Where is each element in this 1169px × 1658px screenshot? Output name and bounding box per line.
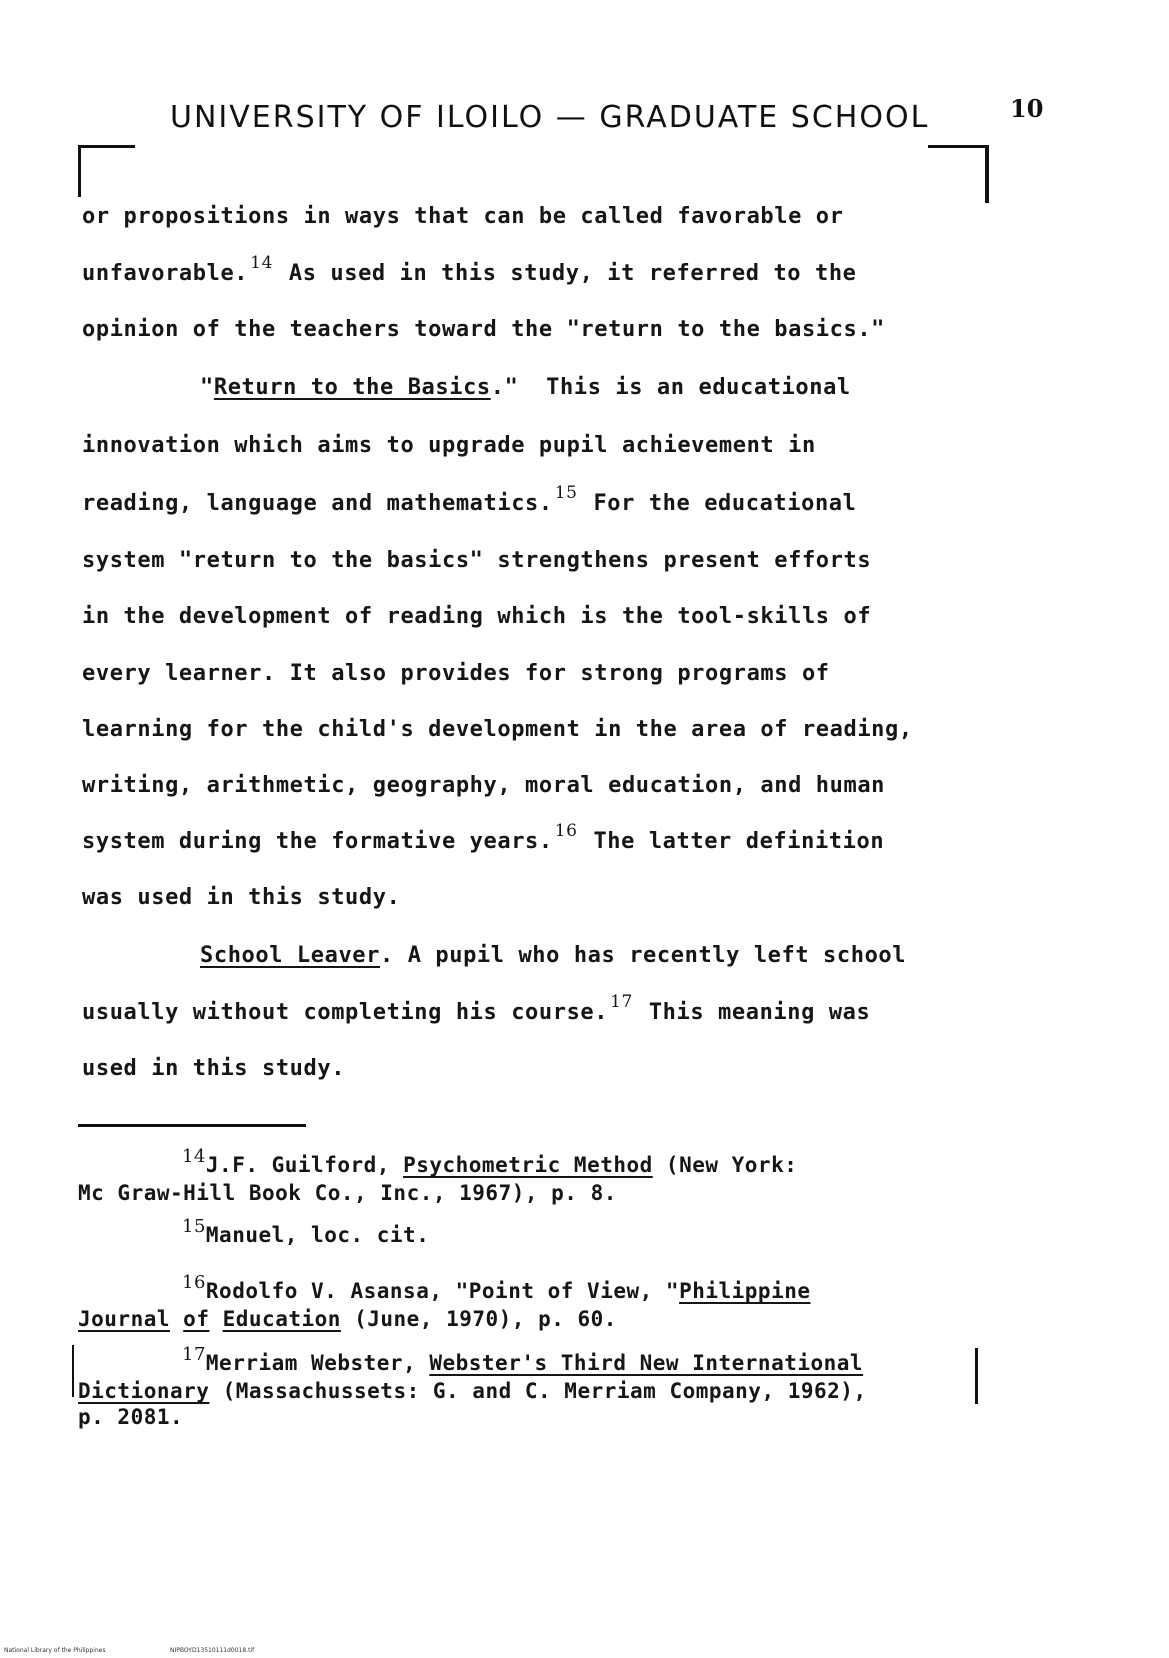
- body-line-4: [200, 374, 851, 402]
- scan-footer-file: NIPBOYD13510111d0018.tif: [170, 1647, 255, 1654]
- scan-footer-source: National Library of the Philippines: [4, 1647, 106, 1654]
- text: . A pupil who has recently left school: [380, 943, 907, 968]
- text: J.F. Guilford,: [205, 1153, 404, 1177]
- footnote-title: of: [183, 1307, 210, 1331]
- footnote-ref-17: 17: [610, 992, 633, 1012]
- text: unfavorable.: [82, 261, 249, 286]
- page-header-title: UNIVERSITY OF ILOILO — GRADUATE SCHOOL: [170, 100, 930, 135]
- footnote-number: 15: [182, 1216, 206, 1237]
- footnote-title: Education: [222, 1307, 341, 1331]
- text: Manuel, loc. cit.: [205, 1223, 430, 1247]
- text: Merriam Webster,: [205, 1351, 430, 1375]
- body-line-2: [82, 253, 857, 289]
- body-line-3: opinion of the teachers toward the "return to the basics.": [82, 317, 886, 342]
- text: For the educational: [593, 491, 857, 516]
- text: (New York:: [652, 1153, 798, 1177]
- text: .": [490, 375, 519, 400]
- body-line-5: innovation which aims to upgrade pupil achievement in: [82, 433, 816, 458]
- text: This is an educational: [546, 375, 851, 400]
- body-line-13: was used in this study.: [82, 885, 401, 910]
- body-line-16: used in this study.: [82, 1056, 346, 1081]
- text: Rodolfo V. Asansa, "Point of View, ": [205, 1279, 680, 1303]
- body-line-7: system "return to the basics" strengthens present efforts: [82, 548, 872, 573]
- footnote-17: [78, 1344, 864, 1378]
- body-line-9: every learner. It also provides for strong programs of: [82, 661, 830, 686]
- body-line-12: [82, 821, 885, 857]
- header-rule-left: [80, 145, 135, 148]
- page-number: 10: [1010, 94, 1044, 123]
- footnote-number: 17: [182, 1344, 206, 1365]
- text: The latter definition: [593, 829, 885, 854]
- footnote-15: [78, 1216, 430, 1250]
- margin-bracket-right: [975, 1348, 978, 1404]
- margin-bracket-left: [72, 1345, 74, 1397]
- footnote-number: 16: [182, 1272, 206, 1293]
- footnote-ref-15: 15: [554, 483, 578, 503]
- text: reading, language and mathematics.: [82, 491, 553, 516]
- footnote-ref-16: 16: [554, 821, 578, 841]
- body-line-1: or propositions in ways that can be called favorable or: [82, 204, 844, 229]
- footnote-17-page: p. 2081.: [78, 1405, 184, 1429]
- body-line-6: [82, 483, 857, 519]
- text: (Massachussets: G. and C. Merriam Company, 1962),: [209, 1379, 867, 1403]
- footnote-14-cont: Mc Graw-Hill Book Co., Inc., 1967), p. 8.: [78, 1181, 617, 1205]
- body-line-14: [200, 942, 906, 970]
- text: (June, 1970), p. 60.: [340, 1307, 617, 1331]
- footnote-ref-14: 14: [250, 253, 273, 273]
- footnote-title: Webster's Third New International: [429, 1351, 864, 1375]
- text: system during the formative years.: [82, 829, 553, 854]
- footnote-title: Dictionary: [78, 1379, 210, 1403]
- body-line-10: learning for the child's development in the area of reading,: [82, 717, 913, 742]
- footnote-16: [78, 1272, 811, 1306]
- footnote-title: Philippine: [679, 1279, 811, 1303]
- footnote-title: Psychometric Method: [403, 1153, 653, 1177]
- body-line-15: [82, 992, 871, 1028]
- body-line-8: in the development of reading which is the tool-skills of: [82, 604, 872, 629]
- text: As used in this study, it referred to the: [288, 261, 857, 286]
- text: ": [200, 375, 214, 400]
- footnote-17-cont: [78, 1378, 867, 1404]
- header-rule-right: [928, 145, 988, 148]
- term-return-to-basics: Return to the Basics: [213, 375, 491, 400]
- text: This meaning was: [648, 1000, 871, 1025]
- footnote-16-cont: [78, 1306, 617, 1332]
- text: usually without completing his course.: [82, 1000, 609, 1025]
- footnote-number: 14: [182, 1146, 206, 1167]
- body-line-11: writing, arithmetic, geography, moral education, and human: [82, 773, 886, 798]
- header-bracket-right: [985, 145, 989, 203]
- term-school-leaver: School Leaver: [200, 943, 380, 968]
- footnote-14: [78, 1146, 798, 1180]
- footnote-separator: [78, 1124, 306, 1127]
- header-bracket-left: [78, 145, 81, 197]
- footnote-title: Journal: [78, 1307, 171, 1331]
